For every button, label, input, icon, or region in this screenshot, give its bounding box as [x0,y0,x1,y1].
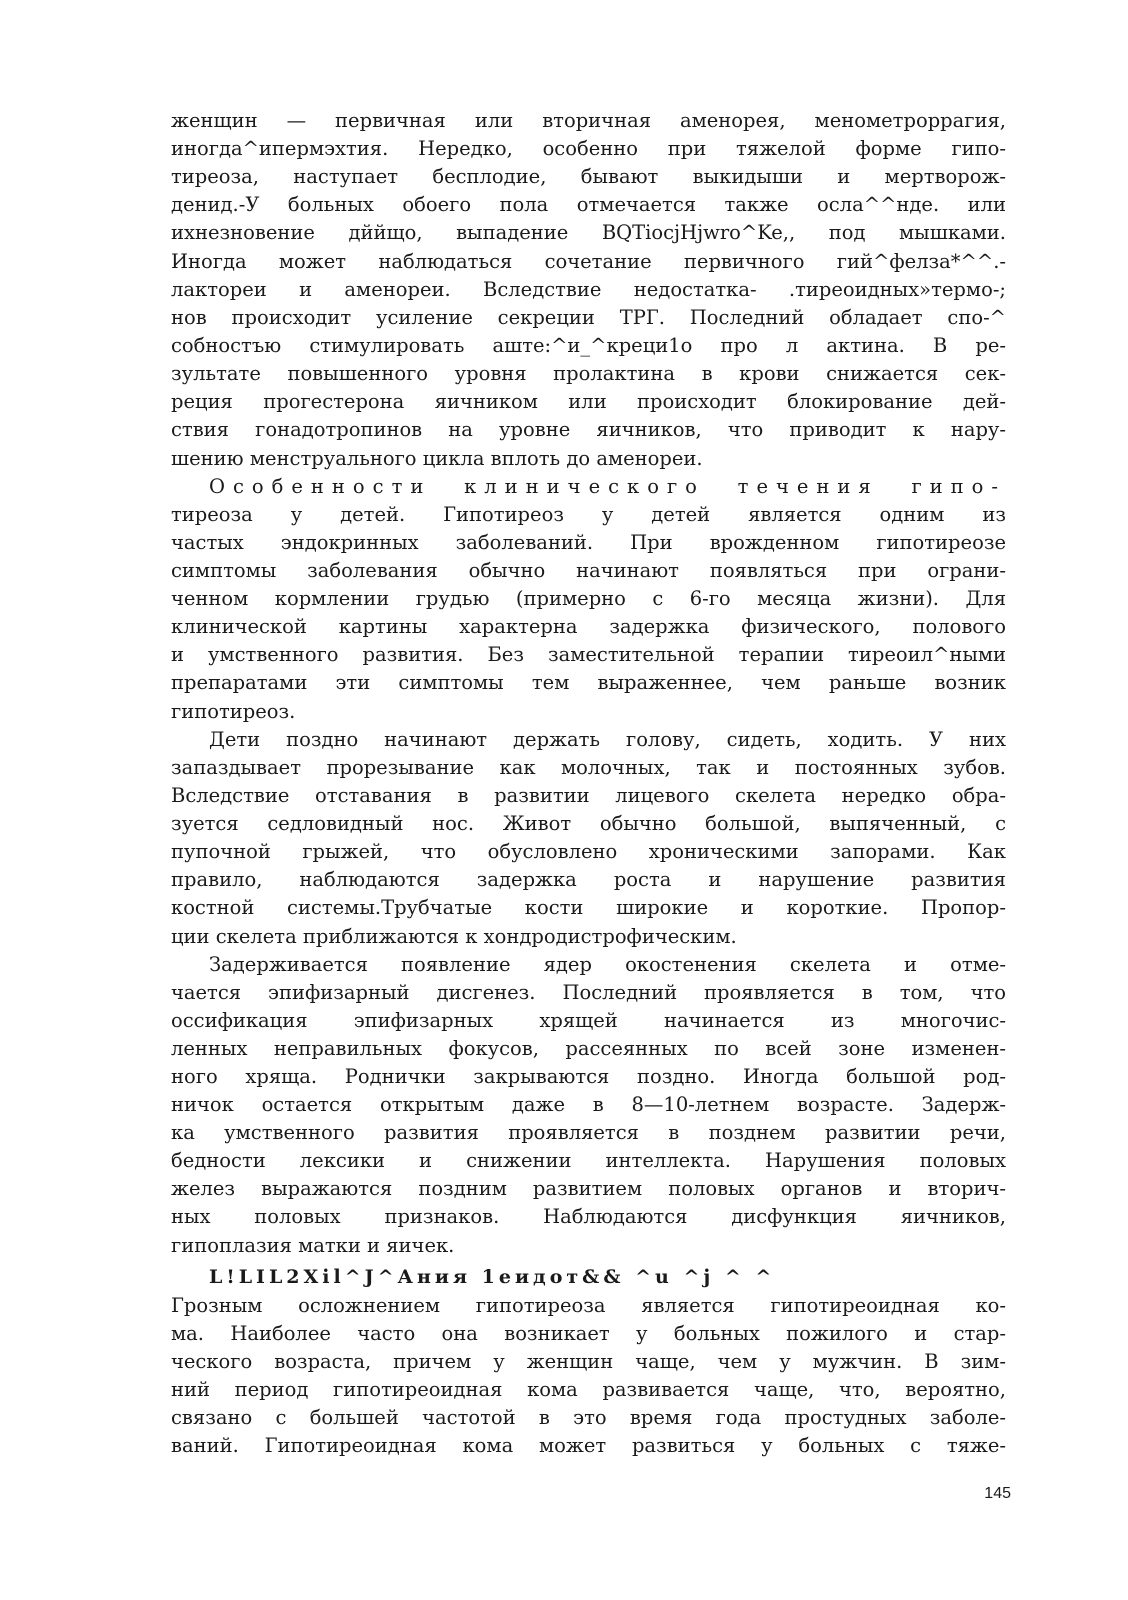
text-line: ка умственного развития проявляется в позднем развитии речи, [171,1121,1006,1144]
text-line: чается эпифизарный дисгенез. Последний проявляется в том, что [171,981,1006,1004]
text-line: ных половых признаков. Наблюдаются дисфункция яичников, [171,1205,1006,1228]
text-line: ции скелета приближаются к хондродистрофическим. [171,925,737,948]
text-line: ческого возраста, причем у женщин чаще, чем у мужчин. В зим- [171,1350,1006,1373]
text-line: шению менструального цикла вплоть до аменореи. [171,447,703,470]
text-line: ма. Наиболее часто она возникает у больных пожилого и стар- [171,1322,1006,1345]
text-line: клинической картины характерна задержка физического, полового [171,615,1006,638]
text-line: реция прогестерона яичником или происходит блокирование дей- [171,390,1006,413]
text-line: лактореи и аменореи. Вследствие недостатка- .тиреоидных»термо-; [171,278,1006,301]
text-line: костной системы.Трубчатые кости широкие и короткие. Пропор- [171,896,1006,919]
text-line: ного хряща. Роднички закрываются поздно. Иногда большой род- [171,1065,1006,1088]
text-line: Задерживается появление ядер окостенения скелета и отме- [209,953,1006,976]
text-line: запаздывает прорезывание как молочных, так и постоянных зубов. [171,756,1006,779]
text-line: Иногда может наблюдаться сочетание первичного гий^фелза*^^.- [171,250,1006,273]
text-line: бедности лексики и снижении интеллекта. Нарушения половых [171,1149,1006,1172]
text-line: оссификация эпифизарных хрящей начинается из многочис- [171,1009,1006,1032]
text-line: препаратами эти симптомы тем выраженнее, чем раньше возник [171,671,1006,694]
text-line: ствия гонадотропинов на уровне яичников, что приводит к нару- [171,418,1006,441]
text-line: и умственного развития. Без заместительной терапии тиреоил^ными [171,643,1006,666]
text-line: правило, наблюдаются задержка роста и нарушение развития [171,868,1006,891]
text-line: иногда^ипермэхтия. Нередко, особенно при тяжелой форме гипо- [171,137,1006,160]
text-line: гипоплазия матки и яичек. [171,1234,455,1257]
text-line: собностъю стимулировать аште:^и_^креци1о про л актина. В ре- [171,334,1006,357]
text-line: симптомы заболевания обычно начинают появляться при ограни- [171,559,1006,582]
text-line: желез выражаются поздним развитием половых органов и вторич- [171,1177,1006,1200]
text-line: женщин — первичная или вторичная аменорея, менометроррагия, [171,109,1006,132]
text-line: Вследствие отставания в развитии лицевого скелета нередко обра- [171,784,1006,807]
text-line: ничок остается открытым даже в 8—10-летнем возрасте. Задерж- [171,1093,1006,1116]
text-line: пупочной грыжей, что обусловлено хроническими запорами. Как [171,840,1006,863]
text-line: связано с большей частотой в это время года простудных заболе- [171,1406,1006,1429]
text-line: гипотиреоз. [171,700,296,723]
text-line: Грозным осложнением гипотиреоза является гипотиреоидная ко- [171,1294,1006,1317]
text-line: Дети поздно начинают держать голову, сидеть, ходить. У них [209,728,1006,751]
text-line: тиреоза, наступает бесплодие, бывают выкидыши и мертворож- [171,165,1006,188]
text-line: денид.-У больных обоего пола отмечается также осла^^нде. или [171,193,1006,216]
section-heading: Особенности клинического течения гипо- [209,475,1006,498]
text-line: ний период гипотиреоидная кома развивается чаще, что, вероятно, [171,1378,1006,1401]
text-line: зультате повышенного уровня пролактина в крови снижается сек- [171,362,1006,385]
page-number: 145 [984,1485,1011,1502]
text-line: ченном кормлении грудью (примерно с 6-го месяца жизни). Для [171,587,1006,610]
text-line: тиреоза у детей. Гипотиреоз у детей является одним из [171,503,1006,526]
text-line: зуется седловидный нос. Живот обычно большой, выпяченный, с [171,812,1006,835]
text-line: ленных неправильных фокусов, рассеянных по всей зоне изменен- [171,1037,1006,1060]
text-line: ваний. Гипотиреоидная кома может развиться у больных с тяже- [171,1434,1006,1457]
text-line: ихнезновение дййщо, выпадение BQTiocjHjwro^Ke,, под мышками. [171,221,1006,244]
text-line: частых эндокринных заболеваний. При врожденном гипотиреозе [171,531,1006,554]
text-line: нов происходит усиление секреции ТРГ. Последний обладает спо-^ [171,306,1006,329]
section-heading: L!LIL2Xil^J^Ания 1еидот&& ^u ^j ^ ^ [209,1266,776,1288]
